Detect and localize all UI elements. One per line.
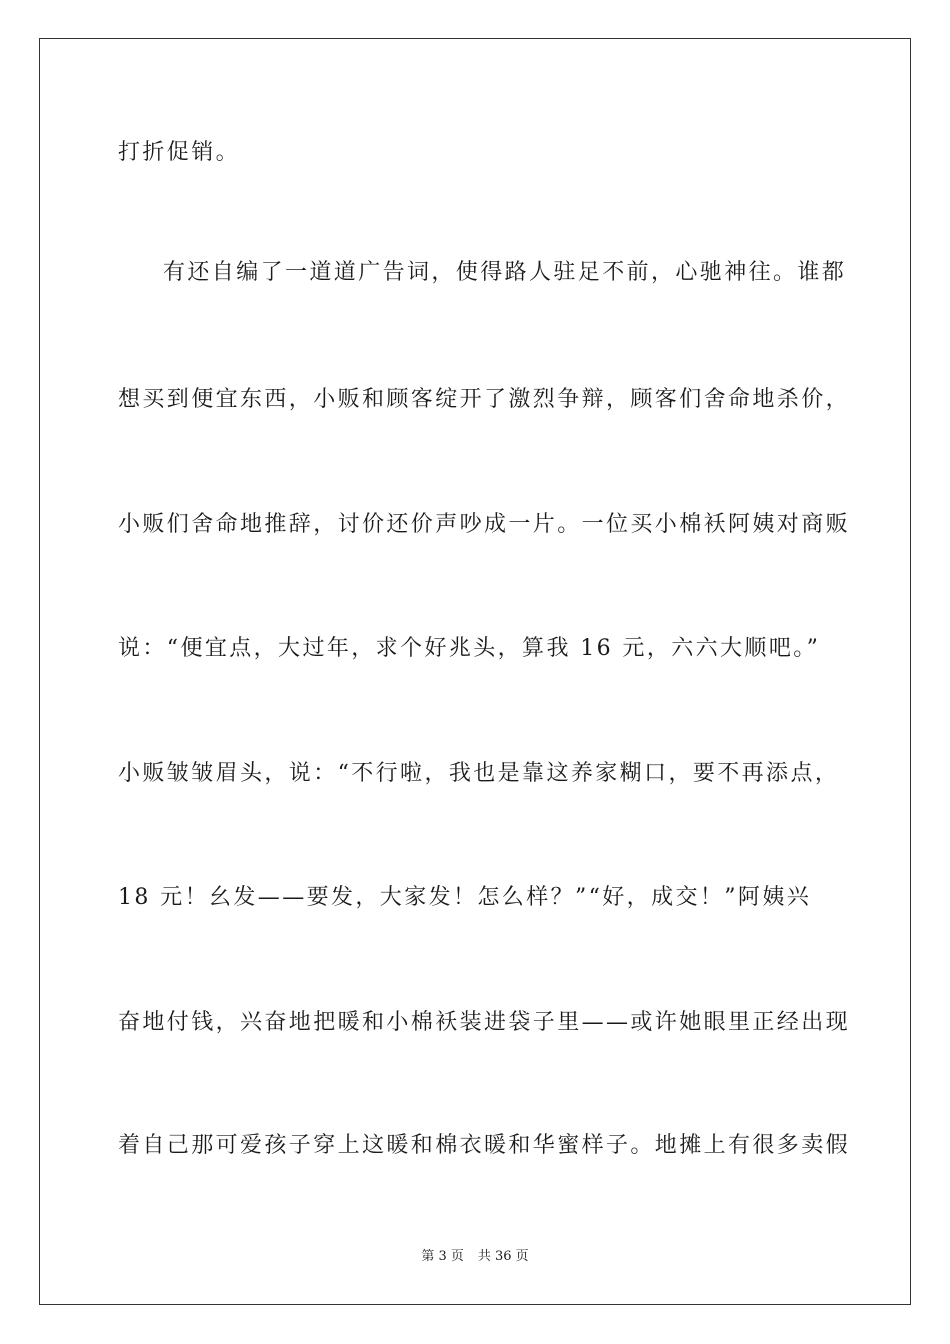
body-text-line: 小贩们舍命地推辞，讨价还价声吵成一片。一位买小棉袄阿姨对商贩 (118, 512, 851, 537)
body-text-line: 说：“便宜点，大过年，求个好兆头，算我 16 元，六六大顺吧。” (118, 636, 821, 661)
body-text-line: 18 元！幺发——要发，大家发！怎么样？”“好，成交！”阿姨兴 (118, 885, 812, 910)
body-text-line: 奋地付钱，兴奋地把暖和小棉袄装进袋子里——或许她眼里正经出现 (118, 1010, 851, 1035)
body-text-line: 想买到便宜东西，小贩和顾客绽开了激烈争辩，顾客们舍命地杀价， (118, 387, 851, 412)
page-number: 第 3 页 (421, 1249, 464, 1264)
body-text-line: 打折促销。 (118, 140, 241, 165)
page-footer (0, 1249, 950, 1265)
page-frame (39, 38, 911, 1305)
body-text-line: 小贩皱皱眉头，说：“不行啦，我也是靠这养家糊口，要不再添点， (118, 761, 840, 786)
body-text-line: 有还自编了一道道广告词，使得路人驻足不前，心驰神往。谁都 (163, 260, 847, 285)
total-pages: 共 36 页 (477, 1249, 529, 1264)
body-text-line: 着自己那可爱孩子穿上这暖和棉衣暖和华蜜样子。地摊上有很多卖假 (118, 1133, 851, 1158)
